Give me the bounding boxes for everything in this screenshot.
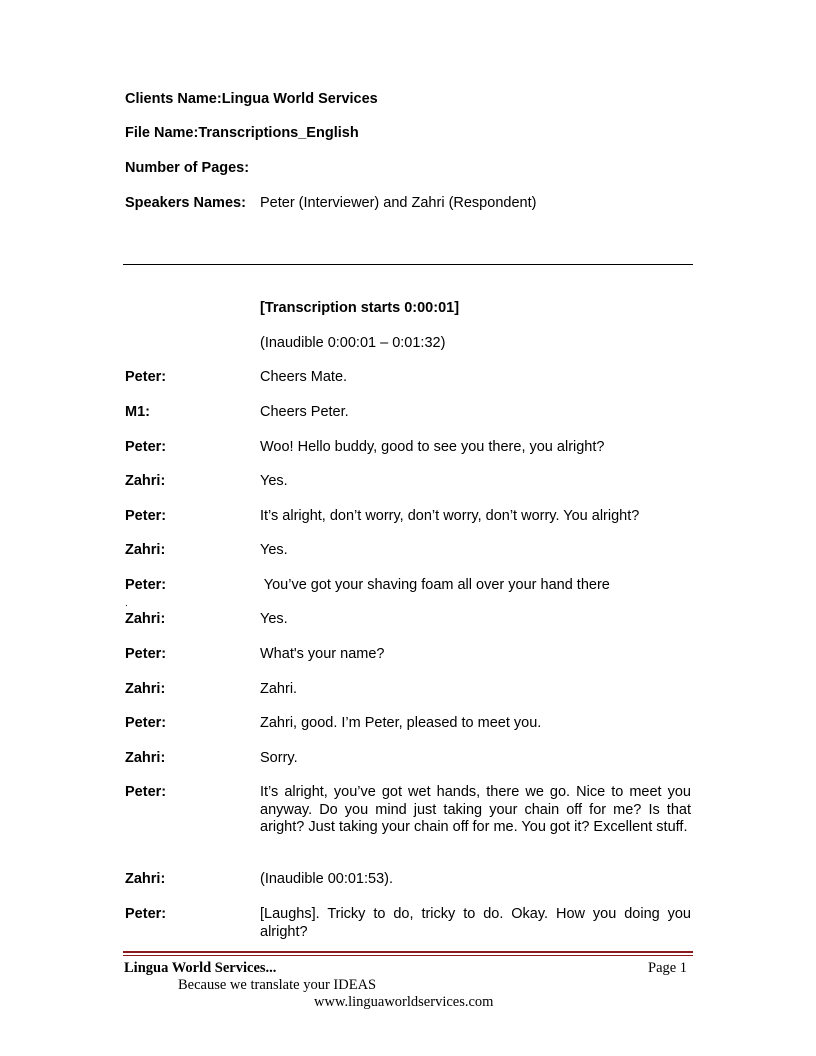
speaker-label: Zahri: (125, 542, 166, 558)
speaker-label: Peter: (125, 715, 167, 731)
speaker-label: Peter: (125, 439, 167, 455)
speaker-label: Peter: (125, 508, 167, 524)
utterance: Zahri. (260, 681, 298, 697)
speaker-label: Peter: (125, 577, 167, 593)
transcription-start: [Transcription starts 0:00:01] (260, 300, 460, 316)
file-name: File Name:Transcriptions_English (125, 125, 359, 141)
speaker-label: Zahri: (125, 473, 166, 489)
footer-rule (123, 951, 693, 953)
number-of-pages: Number of Pages: (125, 160, 250, 176)
inaudible-note: (Inaudible 0:00:01 – 0:01:32) (260, 335, 446, 351)
utterance: [Laughs]. Tricky to do, tricky to do. Okay. How you doing you alright? (260, 906, 691, 940)
utterance: Yes. (260, 542, 288, 558)
footer-website: www.linguaworldservices.com (314, 994, 494, 1010)
utterance: Cheers Mate. (260, 369, 348, 385)
speaker-label: M1: (125, 404, 150, 420)
speakers-label: Speakers Names: (125, 195, 246, 211)
footer-tagline: Because we translate your IDEAS (178, 977, 377, 993)
footer-company: Lingua World Services... (124, 960, 277, 976)
speaker-label: Zahri: (125, 871, 166, 887)
header-divider (123, 264, 693, 265)
page-number: Page 1 (648, 960, 688, 976)
utterance: You’ve got your shaving foam all over your hand there (260, 577, 610, 593)
utterance: (Inaudible 00:01:53). (260, 871, 394, 887)
speaker-label: Peter: (125, 906, 167, 922)
utterance: Sorry. (260, 750, 298, 766)
speaker-label: Zahri: (125, 611, 166, 627)
utterance: Yes. (260, 611, 288, 627)
utterance: It’s alright, don’t worry, don’t worry, don’t worry. You alright? (260, 508, 640, 524)
speaker-label: Peter: (125, 784, 167, 800)
speaker-label: Zahri: (125, 681, 166, 697)
footer-rule-thin (123, 955, 693, 956)
utterance: Woo! Hello buddy, good to see you there, you alright? (260, 439, 605, 455)
speaker-label: Zahri: (125, 750, 166, 766)
speakers-value: Peter (Interviewer) and Zahri (Respondent) (260, 195, 537, 211)
client-name: Clients Name:Lingua World Services (125, 91, 378, 107)
utterance: Yes. (260, 473, 288, 489)
stray-period: . (125, 598, 128, 609)
speaker-label: Peter: (125, 369, 167, 385)
utterance: Cheers Peter. (260, 404, 349, 420)
utterance: What's your name? (260, 646, 385, 662)
speaker-label: Peter: (125, 646, 167, 662)
utterance: It’s alright, you’ve got wet hands, there we go. Nice to meet you anyway. Do you mind just taking your chain off for me? Is that aright? Just taking your chain off for me. You got it? Excellent stuff. (260, 784, 691, 835)
utterance: Zahri, good. I’m Peter, pleased to meet you. (260, 715, 542, 731)
